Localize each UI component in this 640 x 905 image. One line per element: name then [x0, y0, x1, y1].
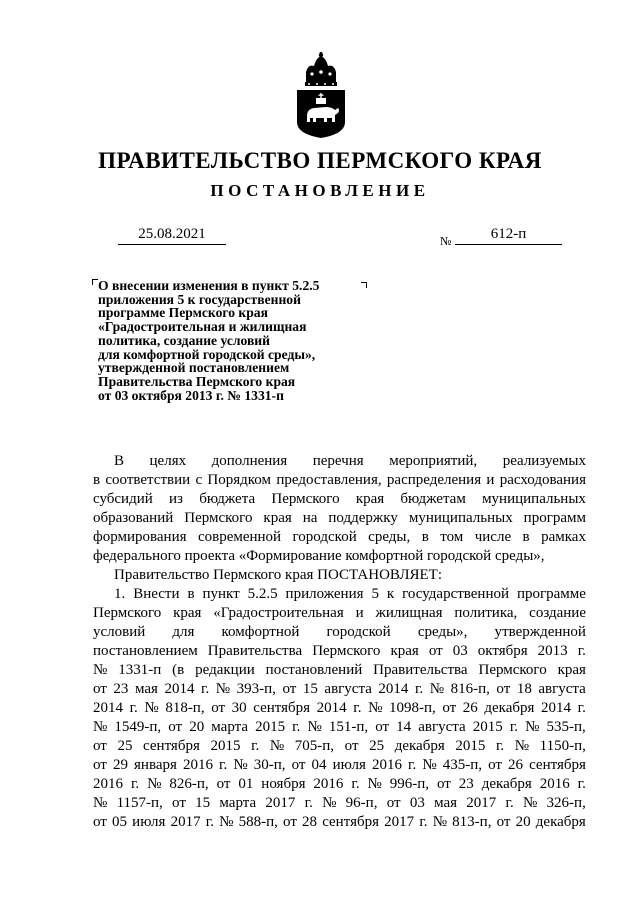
word: г. — [130, 776, 140, 792]
word: среды, — [368, 529, 411, 545]
word: постановлением — [93, 643, 198, 659]
word: предоставления, — [276, 472, 382, 488]
word: дополнения — [211, 453, 288, 469]
word: августа — [538, 681, 586, 697]
word: от — [172, 795, 186, 811]
word: из — [169, 491, 183, 507]
word: января — [134, 757, 177, 773]
subject-line: О внесении изменения в пункт 5.2.5 — [98, 278, 320, 293]
number-sign: № — [440, 234, 452, 248]
word: 01 — [238, 776, 254, 792]
word: программ — [523, 510, 586, 526]
word: сентября — [529, 757, 586, 773]
word: края — [390, 643, 419, 659]
word: 326-п, — [546, 795, 586, 811]
word: № — [422, 757, 437, 773]
word: условий — [93, 624, 146, 640]
word: от — [436, 776, 451, 792]
word: августа — [418, 719, 466, 735]
word: В — [114, 453, 125, 469]
word: Пермского — [478, 662, 547, 678]
word: 826-п, — [169, 776, 209, 792]
word: программе — [516, 586, 586, 602]
word: городской — [326, 624, 391, 640]
word: на — [302, 510, 318, 526]
word: 1. — [114, 586, 126, 602]
word: среды», — [417, 624, 468, 640]
word: 23 — [458, 776, 474, 792]
word: в — [93, 472, 101, 488]
word: целях — [149, 453, 187, 469]
subject-line: политика, создание условий — [98, 332, 270, 348]
word: 5.2.5 — [247, 586, 278, 602]
word: № — [307, 719, 322, 735]
word: 18 — [516, 681, 532, 697]
word: создание — [529, 605, 586, 621]
word: 26 — [508, 757, 523, 773]
word: 2014 — [316, 700, 347, 716]
word: 705-п, — [294, 738, 335, 754]
word: современной — [197, 529, 282, 545]
word: 818-п, — [165, 700, 205, 716]
word: реализуемых — [502, 453, 586, 469]
word: 2015 — [255, 719, 286, 735]
word: края — [557, 662, 586, 678]
word: сентября — [143, 738, 200, 754]
word: городской — [292, 529, 357, 545]
word: от — [93, 757, 107, 773]
word: № — [93, 795, 108, 811]
word: в — [522, 529, 530, 545]
word: в — [421, 529, 429, 545]
text-line — [93, 813, 586, 832]
word: г. — [408, 757, 417, 773]
word: края — [263, 510, 292, 526]
text-line — [93, 471, 586, 490]
word: бюджетам — [400, 491, 466, 507]
word: 535-п, — [546, 719, 586, 735]
word: 816-п, — [450, 681, 490, 697]
word: 2016 — [371, 757, 402, 773]
word: муниципальных — [408, 510, 513, 526]
text-line — [93, 642, 586, 661]
word: в — [187, 586, 195, 602]
word: образований — [93, 510, 174, 526]
word: 2017 — [170, 814, 201, 830]
subject-line: «Градостроительная и жилищная — [98, 319, 307, 335]
word: мероприятий, — [389, 453, 478, 469]
word: 813-п, — [452, 814, 492, 830]
word: сентября — [253, 700, 311, 716]
word: от — [283, 814, 297, 830]
word: от — [344, 738, 359, 754]
word: поддержку — [328, 510, 398, 526]
word: Правительства — [207, 643, 303, 659]
text-line — [93, 604, 586, 623]
word: Внести — [133, 586, 180, 602]
subject-line: от 03 октября 2013 г. № 1331-п — [98, 387, 284, 403]
word: от — [428, 643, 443, 659]
word: 1098-п, — [388, 700, 436, 716]
word: 2013 — [537, 643, 568, 659]
word: Пермского — [184, 510, 253, 526]
word: № — [215, 681, 231, 697]
word: № — [219, 814, 234, 830]
word: к — [386, 586, 395, 602]
word: бюджета — [199, 491, 256, 507]
word: мая — [434, 795, 458, 811]
text-line — [93, 794, 586, 813]
word: г. — [292, 719, 301, 735]
word: политика, — [454, 605, 518, 621]
word: 2016 — [182, 757, 213, 773]
word: 435-п, — [442, 757, 482, 773]
word: 03 — [409, 795, 425, 811]
word: ноября — [261, 776, 306, 792]
word: г. — [577, 643, 586, 659]
word: 20 — [189, 719, 205, 735]
word: декабря — [484, 700, 535, 716]
word: 2014 — [378, 681, 409, 697]
word: от — [211, 700, 226, 716]
word: рамках — [541, 529, 586, 545]
word: субсидий — [93, 491, 153, 507]
word: г. — [509, 719, 519, 735]
word: от — [282, 681, 297, 697]
word: для — [172, 624, 195, 640]
word: приложения — [285, 586, 364, 602]
word: соответствии — [105, 472, 191, 488]
word: № — [93, 719, 108, 735]
word: от — [93, 681, 107, 697]
word: 1150-п, — [539, 738, 586, 754]
word: 2016 — [93, 776, 123, 792]
word: «Градостроительная — [213, 605, 344, 621]
word: муниципальных — [482, 491, 586, 507]
word: с — [195, 472, 203, 488]
subject-line: утвержденной постановлением — [98, 360, 290, 376]
word: г. — [219, 757, 228, 773]
word: марта — [211, 719, 249, 735]
word: формирования — [93, 529, 187, 545]
word: г. — [251, 738, 260, 754]
word: 04 — [311, 757, 327, 773]
word: 996-п, — [389, 776, 430, 792]
word: государственной — [402, 586, 510, 602]
paragraph-3-first-line — [93, 585, 586, 604]
word: г. — [414, 681, 424, 697]
word: 393-п, — [236, 681, 276, 697]
word: № — [144, 700, 159, 716]
word: сентября — [322, 814, 380, 830]
word: 30 — [231, 700, 247, 716]
word: и — [355, 605, 364, 621]
text-line: федерального проекта «Формирование комфортной городской среды», — [93, 548, 545, 564]
word: 2015 — [472, 719, 503, 735]
word: 05 — [112, 814, 128, 830]
word: № — [429, 681, 445, 697]
word: редакции — [195, 662, 255, 678]
perm-krai-coat-of-arms-icon — [294, 52, 348, 138]
subject-block — [98, 279, 368, 402]
word: от — [488, 757, 502, 773]
word: от — [496, 681, 511, 697]
subject-line: Правительства Пермского края — [98, 373, 296, 389]
word: г. — [205, 814, 214, 830]
word: 26 — [462, 700, 478, 716]
word: № — [432, 814, 448, 830]
word: числе — [474, 529, 512, 545]
document-number: 612-п — [455, 226, 562, 245]
text-line — [93, 680, 586, 699]
word: 03 — [452, 643, 468, 659]
word: августа — [324, 681, 372, 697]
word: Пермского — [271, 491, 340, 507]
word: г. — [353, 700, 362, 716]
subject-line: программе Пермского края — [98, 305, 268, 321]
subject-line: для комфортной городской среды», — [98, 346, 316, 362]
document-body — [93, 452, 586, 832]
word: 96-п, — [345, 795, 378, 811]
word: расходования — [499, 472, 586, 488]
word: декабря — [394, 738, 445, 754]
word: г. — [577, 700, 586, 716]
word: постановлений — [265, 662, 363, 678]
word: края — [355, 491, 385, 507]
word: 29 — [112, 757, 128, 773]
word: 1331-п — [118, 662, 162, 678]
word: г. — [129, 700, 138, 716]
word: г. — [201, 681, 210, 697]
word: 25 — [117, 738, 133, 754]
word: мая — [134, 681, 158, 697]
word: 2017 — [466, 795, 497, 811]
word: утвержденной — [494, 624, 586, 640]
document-date: 25.08.2021 — [118, 226, 226, 245]
word: от — [496, 814, 511, 830]
word: 2014 — [541, 700, 572, 716]
word: Пермского — [312, 643, 381, 659]
word: 28 — [302, 814, 318, 830]
word: края — [173, 605, 202, 621]
word: перечня — [312, 453, 364, 469]
text-line — [93, 623, 586, 642]
word: 30-п, — [253, 757, 286, 773]
text-line — [93, 718, 586, 737]
word: жилищная — [375, 605, 443, 621]
word: том — [440, 529, 464, 545]
word: № — [269, 738, 285, 754]
text-line — [93, 661, 586, 680]
word: распределения — [386, 472, 482, 488]
word: г. — [351, 776, 360, 792]
word: Пермского — [93, 605, 162, 621]
word: Правительства — [373, 662, 468, 678]
paragraph-2: Правительство Пермского края ПОСТАНОВЛЯЕТ: — [114, 567, 443, 583]
word: г. — [419, 814, 428, 830]
word: 1549-п, — [114, 719, 162, 735]
word: от — [168, 719, 183, 735]
word: № — [147, 776, 162, 792]
word: 2016 — [539, 776, 570, 792]
subject-line: приложения 5 к государственной — [98, 291, 301, 307]
word: № — [233, 757, 248, 773]
word: № — [525, 719, 540, 735]
word: 2017 — [384, 814, 415, 830]
word: № — [322, 795, 337, 811]
text-line — [93, 699, 586, 718]
word: июля — [332, 757, 366, 773]
word: июля — [132, 814, 166, 830]
word: 588-п, — [238, 814, 278, 830]
word: от — [291, 757, 306, 773]
word: пункт — [202, 586, 240, 602]
word: марта — [219, 795, 257, 811]
text-line — [93, 490, 586, 509]
word: 2016 — [313, 776, 344, 792]
word: 2014 — [164, 681, 195, 697]
word: № — [93, 662, 108, 678]
text-line — [93, 528, 586, 547]
text-line — [93, 756, 586, 775]
word: декабря — [535, 814, 586, 830]
word: № — [522, 795, 538, 811]
word: 14 — [396, 719, 412, 735]
word: от — [375, 719, 390, 735]
word: 5 — [371, 586, 379, 602]
government-title: ПРАВИТЕЛЬСТВО ПЕРМСКОГО КРАЯ — [98, 148, 542, 173]
word: 2017 — [265, 795, 296, 811]
text-line — [93, 509, 586, 528]
word: 2015 — [455, 738, 486, 754]
word: 151-п, — [328, 719, 369, 735]
word: № — [368, 700, 383, 716]
word: г. — [304, 795, 313, 811]
paragraph-1-first-line — [93, 452, 586, 471]
word: и — [486, 472, 495, 488]
word: 15 — [302, 681, 318, 697]
word: октября — [477, 643, 528, 659]
word: 20 — [515, 814, 531, 830]
word: № — [367, 776, 382, 792]
word: от — [386, 795, 401, 811]
word: г. — [495, 738, 505, 754]
text-line — [93, 737, 586, 756]
text-line — [93, 775, 586, 794]
word: от — [93, 814, 107, 830]
word: 25 — [369, 738, 385, 754]
word: (в — [172, 662, 185, 678]
document-type: ПОСТАНОВЛЕНИЕ — [210, 181, 430, 200]
word: 2014 — [93, 700, 123, 716]
word: от — [93, 738, 107, 754]
word: г. — [577, 776, 586, 792]
word: Порядком — [207, 472, 272, 488]
word: г. — [505, 795, 514, 811]
word: № — [514, 738, 530, 754]
word: комфортной — [221, 624, 300, 640]
word: от — [442, 700, 457, 716]
word: от — [216, 776, 231, 792]
word: 23 — [113, 681, 129, 697]
word: 1157-п, — [116, 795, 163, 811]
word: 15 — [195, 795, 211, 811]
word: 2015 — [210, 738, 241, 754]
word: декабря — [481, 776, 532, 792]
